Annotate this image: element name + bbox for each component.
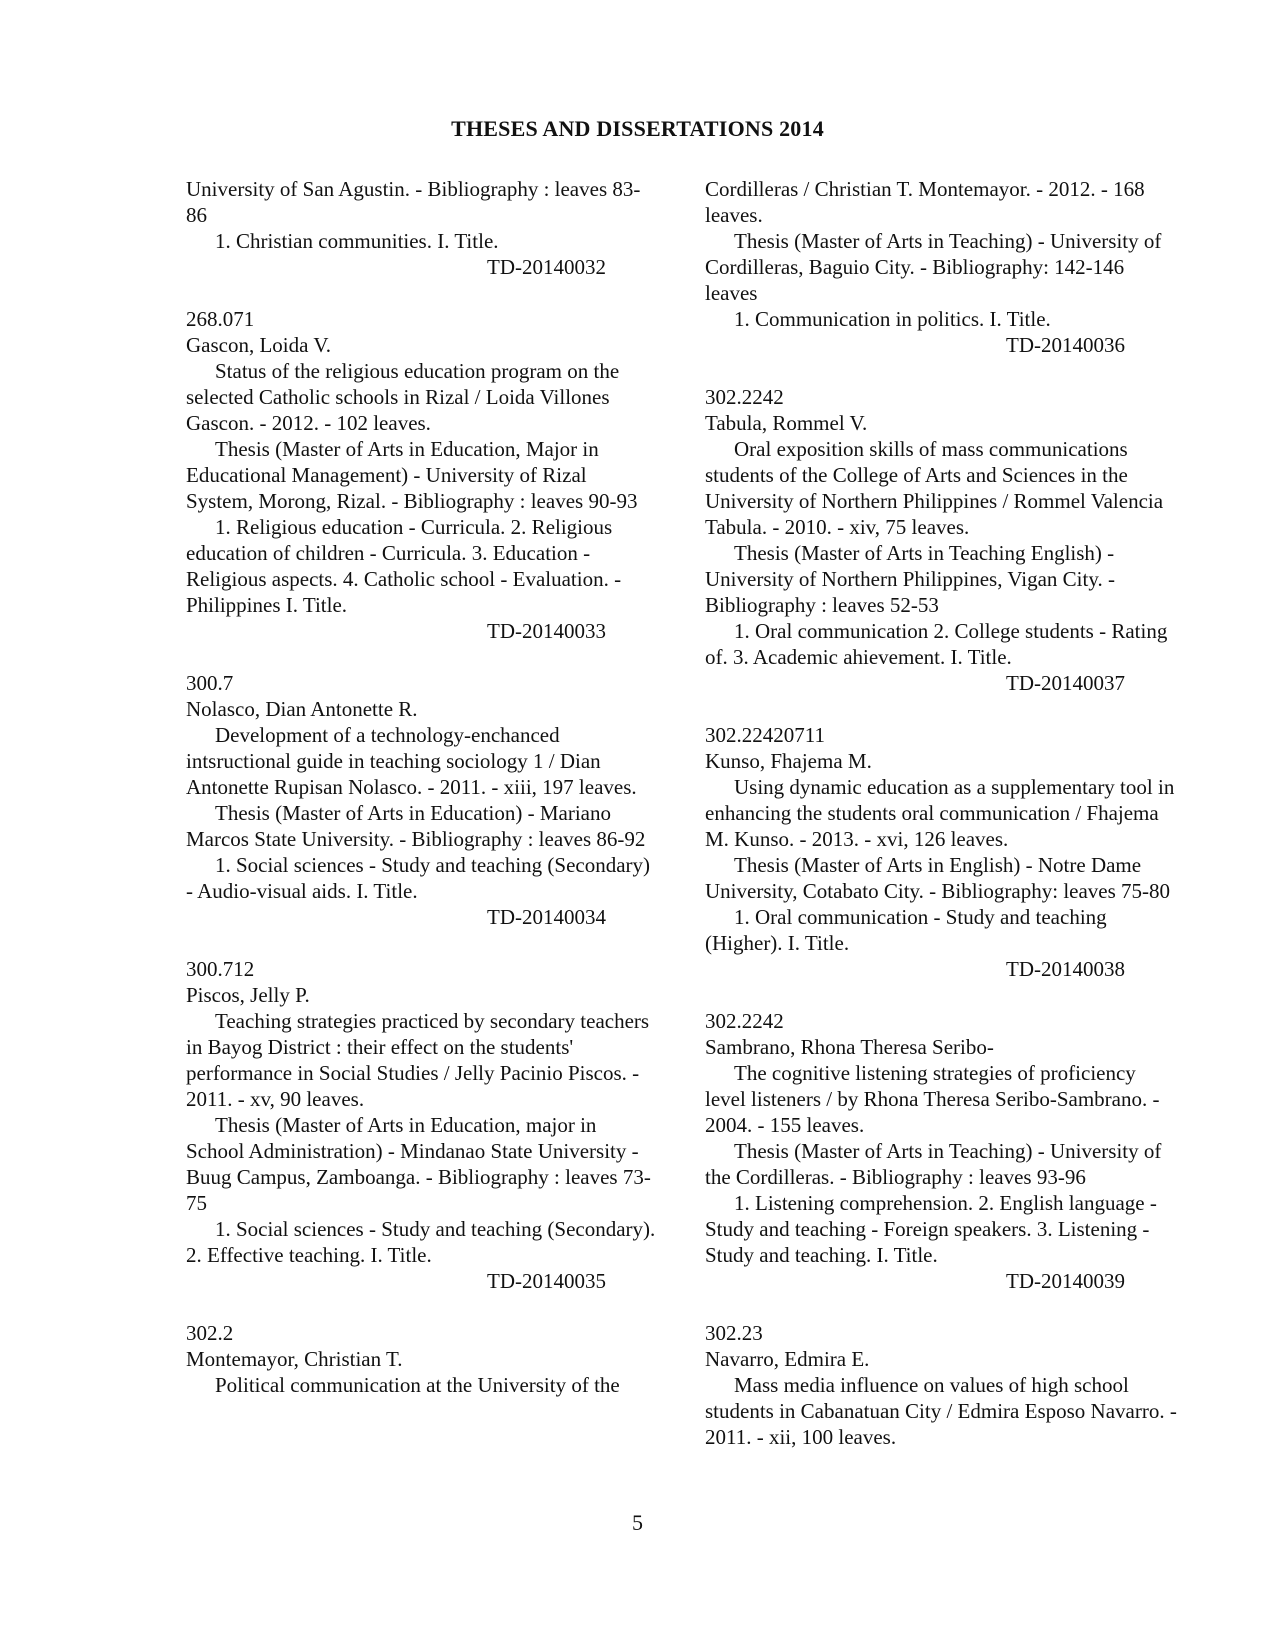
right-column xyxy=(705,176,1177,1476)
entry-accession: TD-20140037 xyxy=(1006,671,1125,695)
page-title: THESES AND DISSERTATIONS 2014 xyxy=(451,116,824,141)
catalog-entry xyxy=(186,670,658,930)
entry-title: Teaching strategies practiced by secondary teachers in Bayog District : their effect on the students' performance in Social Studies / Jelly Pacinio Piscos. - 2011. - xv, 90 leaves. xyxy=(186,1009,650,1111)
entry-author: Nolasco, Dian Antonette R. xyxy=(186,697,418,721)
catalog-entry xyxy=(705,384,1177,696)
entry-accession: TD-20140034 xyxy=(487,905,606,929)
entry-title: Cordilleras / Christian T. Montemayor. - 2012. - 168 leaves. xyxy=(705,177,1145,227)
catalog-entry-partial xyxy=(186,1320,658,1398)
catalog-entry xyxy=(705,1008,1177,1294)
entry-accession: TD-20140032 xyxy=(487,255,606,279)
entry-accession: TD-20140035 xyxy=(487,1269,606,1293)
entry-subjects: 1. Social sciences - Study and teaching (Secondary) - Audio-visual aids. I. Title. xyxy=(186,853,651,903)
entry-title: Oral exposition skills of mass communications students of the College of Arts and Sciences in the University of Northern Philippines / Rommel Valencia Tabula. - 2010. - xiv, 75 leaves. xyxy=(705,437,1164,539)
entry-subjects: 1. Social sciences - Study and teaching (Secondary). 2. Effective teaching. I. Title. xyxy=(186,1217,656,1267)
entry-title: Development of a technology-enchanced intsructional guide in teaching sociology 1 / Dian Antonette Rupisan Nolasco. - 2011. - xiii, 197 leaves. xyxy=(186,723,637,799)
entry-note: Thesis (Master of Arts in Teaching) - University of Cordilleras, Baguio City. - Bibliography: 142-146 leaves xyxy=(705,229,1162,305)
entry-author: Kunso, Fhajema M. xyxy=(705,749,872,773)
entry-author: Gascon, Loida V. xyxy=(186,333,332,357)
entry-accession: TD-20140036 xyxy=(1006,333,1125,357)
entry-accession: TD-20140033 xyxy=(487,619,606,643)
entry-note: Thesis (Master of Arts in Education) - Mariano Marcos State University. - Bibliography : leaves 86-92 xyxy=(186,801,646,851)
entry-note: Thesis (Master of Arts in Teaching) - University of the Cordilleras. - Bibliography : leaves 93-96 xyxy=(705,1139,1162,1189)
entry-note: University of San Agustin. - Bibliography : leaves 83-86 xyxy=(186,177,641,227)
entry-author: Piscos, Jelly P. xyxy=(186,983,310,1007)
page-number: 5 xyxy=(632,1510,643,1535)
entry-call-number: 302.2242 xyxy=(705,385,784,409)
entry-subjects: 1. Religious education - Curricula. 2. Religious education of children - Curricula. 3. Education - Religious aspects. 4. Catholic school - Evaluation. - Philippines I. Title. xyxy=(186,515,622,617)
entry-subjects: 1. Oral communication 2. College students - Rating of. 3. Academic ahievement. I. Title. xyxy=(705,619,1168,669)
catalog-entry-continued xyxy=(705,176,1177,358)
entry-call-number: 302.2 xyxy=(186,1321,234,1345)
catalog-entry xyxy=(186,306,658,644)
entry-call-number: 302.22420711 xyxy=(705,723,825,747)
entry-accession: TD-20140039 xyxy=(1006,1269,1125,1293)
entry-title: Political communication at the University of the xyxy=(215,1373,620,1397)
catalog-entry xyxy=(705,722,1177,982)
entry-title: Using dynamic education as a supplementary tool in enhancing the students oral communication / Fhajema M. Kunso. - 2013. - xvi, 126 leaves. xyxy=(705,775,1175,851)
entry-author: Sambrano, Rhona Theresa Seribo- xyxy=(705,1035,994,1059)
entry-note: Thesis (Master of Arts in Education, Major in Educational Management) - University of Rizal System, Morong, Rizal. - Bibliography : leaves 90-93 xyxy=(186,437,638,513)
entry-title: The cognitive listening strategies of proficiency level listeners / by Rhona Theresa Seribo-Sambrano. - 2004. - 155 leaves. xyxy=(705,1061,1160,1137)
entry-note: Thesis (Master of Arts in Teaching English) - University of Northern Philippines, Vigan City. - Bibliography : leaves 52-53 xyxy=(705,541,1115,617)
entry-subjects: 1. Communication in politics. I. Title. xyxy=(734,307,1051,331)
entry-call-number: 268.071 xyxy=(186,307,255,331)
entry-author: Navarro, Edmira E. xyxy=(705,1347,870,1371)
entry-accession: TD-20140038 xyxy=(1006,957,1125,981)
catalog-entry-continued xyxy=(186,176,658,280)
catalog-entry-partial xyxy=(705,1320,1177,1450)
catalog-entry xyxy=(186,956,658,1294)
entry-subjects: 1. Oral communication - Study and teaching (Higher). I. Title. xyxy=(705,905,1107,955)
entry-title: Mass media influence on values of high school students in Cabanatuan City / Edmira Esposo Navarro. - 2011. - xii, 100 leaves. xyxy=(705,1373,1177,1449)
entry-title: Status of the religious education program on the selected Catholic schools in Rizal / Loida Villones Gascon. - 2012. - 102 leaves. xyxy=(186,359,620,435)
entry-note: Thesis (Master of Arts in English) - Notre Dame University, Cotabato City. - Bibliography: leaves 75-80 xyxy=(705,853,1171,903)
left-column xyxy=(186,176,658,1424)
entry-author: Tabula, Rommel V. xyxy=(705,411,868,435)
entry-call-number: 300.712 xyxy=(186,957,255,981)
entry-note: Thesis (Master of Arts in Education, major in School Administration) - Mindanao State University - Buug Campus, Zamboanga. - Bibliography : leaves 73-75 xyxy=(186,1113,651,1215)
entry-author: Montemayor, Christian T. xyxy=(186,1347,403,1371)
entry-call-number: 302.2242 xyxy=(705,1009,784,1033)
entry-call-number: 300.7 xyxy=(186,671,234,695)
entry-subjects: 1. Christian communities. I. Title. xyxy=(215,229,499,253)
entry-subjects: 1. Listening comprehension. 2. English language - Study and teaching - Foreign speakers. 3. Listening - Study and teaching. I. Title. xyxy=(705,1191,1157,1267)
entry-call-number: 302.23 xyxy=(705,1321,763,1345)
